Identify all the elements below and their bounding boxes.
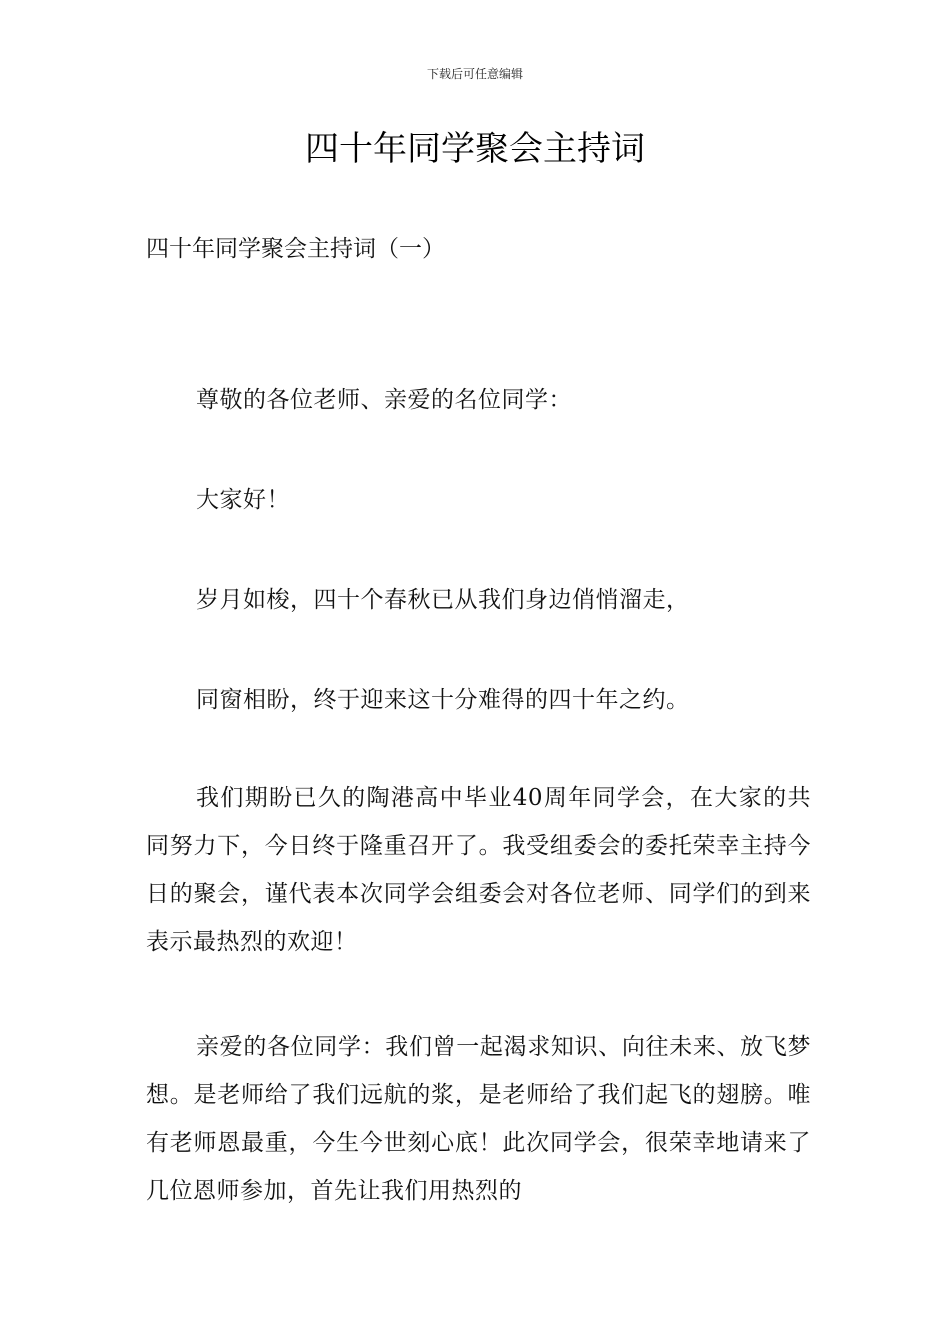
paragraph-time: 岁月如梭，四十个春秋已从我们身边俏悄溜走， (196, 587, 690, 613)
section-subtitle: 四十年同学聚会主持词（一） (146, 236, 445, 262)
paragraph-greeting: 尊敬的各位老师、亲爱的名位同学： (196, 387, 572, 413)
paragraph-reunion: 同窗相盼，终于迎来这十分难得的四十年之约。 (196, 687, 690, 713)
header-note: 下载后可任意编辑 (426, 67, 523, 81)
paragraph-teachers: 亲爱的各位同学：我们曾一起渴求知识、向往未来、放飞梦想。是老师给了我们远航的浆，是老师给了我们起飞的翅膀。唯有老师恩最重，今生今世刻心底！此次同学会，很荣幸地请来了几位恩师参加，首先让我们用热烈的 (146, 1034, 811, 1204)
paragraph-welcome: 我们期盼已久的陶港高中毕业40周年同学会，在大家的共同努力下，今日终于隆重召开了。我受组委会的委托荣幸主持今日的聚会，谨代表本次同学会组委会对各位老师、同学们的到来表示最热烈的欢迎！ (146, 785, 811, 955)
document-title: 四十年同学聚会主持词 (305, 129, 645, 169)
paragraph-hello: 大家好！ (196, 487, 290, 513)
